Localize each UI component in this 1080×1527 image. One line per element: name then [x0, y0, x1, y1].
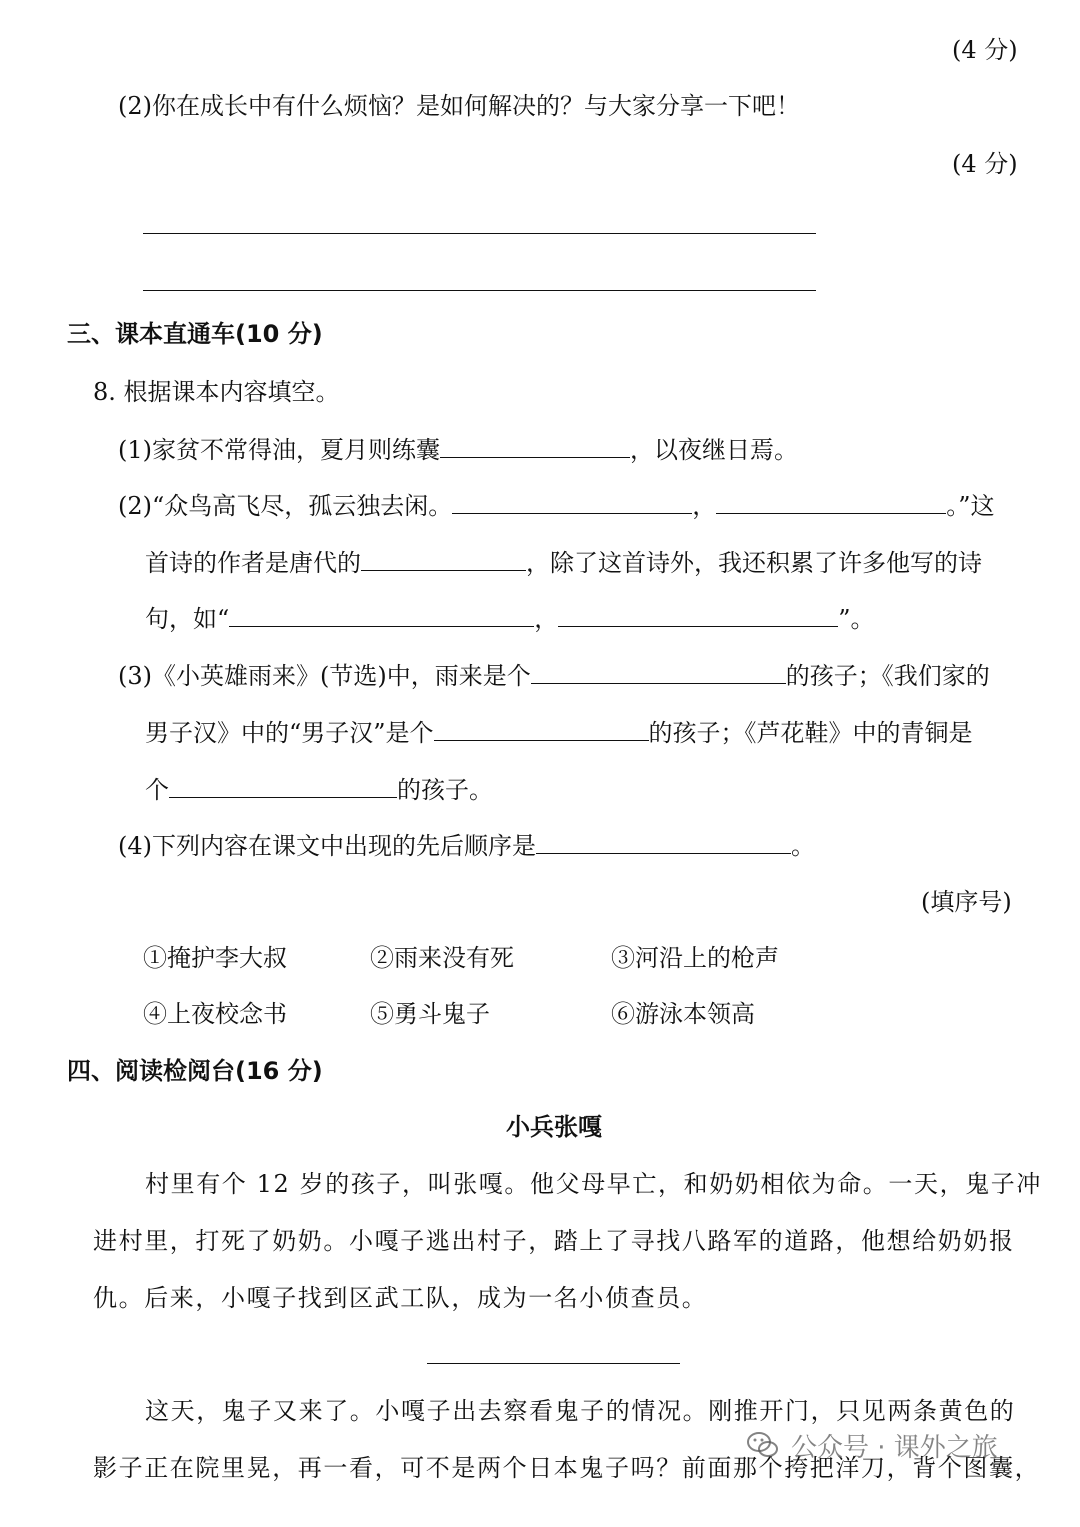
fill-blank[interactable]	[229, 604, 534, 627]
fill-text: 个	[145, 776, 169, 804]
answer-line[interactable]	[427, 1363, 680, 1364]
fill-text: 男子汉》中的“男子汉”是个	[145, 719, 434, 747]
fill-text: ，	[534, 605, 559, 633]
fill-note: (填序号)	[921, 888, 1012, 916]
fill-text: (2)“众鸟高飞尽，孤云独去闲。	[118, 492, 453, 520]
section-heading: 三、课本直通车(10 分)	[67, 320, 323, 348]
fill-blank[interactable]	[558, 604, 838, 627]
passage-line: 村里有个 12 岁的孩子，叫张嘎。他父母早亡，和奶奶相依为命。一天，鬼子冲	[145, 1170, 1042, 1198]
watermark-text: 公众号 · 课外之旅	[791, 1432, 998, 1463]
fill-text: 的孩子；《我们家的	[785, 662, 990, 690]
passage-line: 进村里，打死了奶奶。小嘎子逃出村子，踏上了寻找八路军的道路，他想给奶奶报	[93, 1227, 1015, 1255]
fill-item-3	[118, 661, 990, 691]
watermark	[745, 1423, 1065, 1467]
fill-item-3-line2	[145, 718, 973, 748]
fill-blank[interactable]	[536, 831, 791, 854]
option-item: ①掩护李大叔	[143, 944, 287, 972]
fill-blank[interactable]	[169, 775, 397, 798]
passage-line: 仇。后来，小嘎子找到区武工队，成为一名小侦查员。	[93, 1284, 708, 1312]
fill-text: 。”这	[946, 492, 995, 520]
section-heading: 四、阅读检阅台(16 分)	[67, 1057, 323, 1085]
fill-item-3-line3	[145, 775, 493, 805]
fill-text: ”。	[838, 605, 875, 633]
fill-blank[interactable]	[531, 661, 786, 684]
fill-text: 首诗的作者是唐代的	[145, 549, 361, 577]
fill-text: 的孩子。	[397, 776, 493, 804]
answer-line[interactable]	[143, 233, 816, 234]
fill-text: 的孩子；《芦花鞋》中的青铜是	[648, 719, 973, 747]
fill-blank[interactable]	[361, 548, 526, 571]
question-8: 8. 根据课本内容填空。	[93, 378, 340, 406]
score-label: (4 分)	[952, 150, 1018, 178]
fill-text: (1)家贫不常得油，夏月则练囊	[118, 436, 440, 464]
option-item: ③河沿上的枪声	[611, 944, 779, 972]
fill-text: (3)《小英雄雨来》(节选)中，雨来是个	[118, 662, 531, 690]
option-item: ⑥游泳本领高	[611, 1000, 755, 1028]
fill-text: (4)下列内容在课文中出现的先后顺序是	[118, 832, 536, 860]
option-item: ④上夜校念书	[143, 1000, 287, 1028]
passage-line: 这天，鬼子又来了。小嘎子出去察看鬼子的情况。刚推开门，只见两条黄色的	[145, 1397, 1016, 1425]
fill-text: ，	[692, 492, 717, 520]
fill-text: 。	[791, 832, 815, 860]
score-label: (4 分)	[952, 36, 1018, 64]
fill-blank[interactable]	[440, 435, 630, 458]
question-7-2: (2)你在成长中有什么烦恼？是如何解决的？与大家分享一下吧！	[118, 92, 800, 120]
fill-item-2-line3	[145, 604, 875, 634]
option-item: ②雨来没有死	[370, 944, 514, 972]
fill-item-2-line2	[145, 548, 982, 578]
option-item: ⑤勇斗鬼子	[370, 1000, 490, 1028]
fill-blank[interactable]	[716, 491, 946, 514]
fill-text: 句，如“	[145, 605, 230, 633]
fill-item-1	[118, 435, 798, 465]
fill-blank[interactable]	[452, 491, 692, 514]
fill-item-4	[118, 831, 815, 861]
answer-line[interactable]	[143, 290, 816, 291]
fill-text: ，除了这首诗外，我还积累了许多他写的诗	[526, 549, 982, 577]
fill-text: ，以夜继日焉。	[630, 436, 798, 464]
passage-title: 小兵张嘎	[506, 1113, 602, 1141]
fill-item-2	[118, 491, 995, 521]
wechat-icon	[745, 1427, 781, 1463]
passage-line: 影子正在院里晃，再一看，可不是两个日本鬼子吗？前面那个挎把洋刀，背个图囊，	[93, 1454, 1041, 1482]
fill-blank[interactable]	[434, 718, 649, 741]
